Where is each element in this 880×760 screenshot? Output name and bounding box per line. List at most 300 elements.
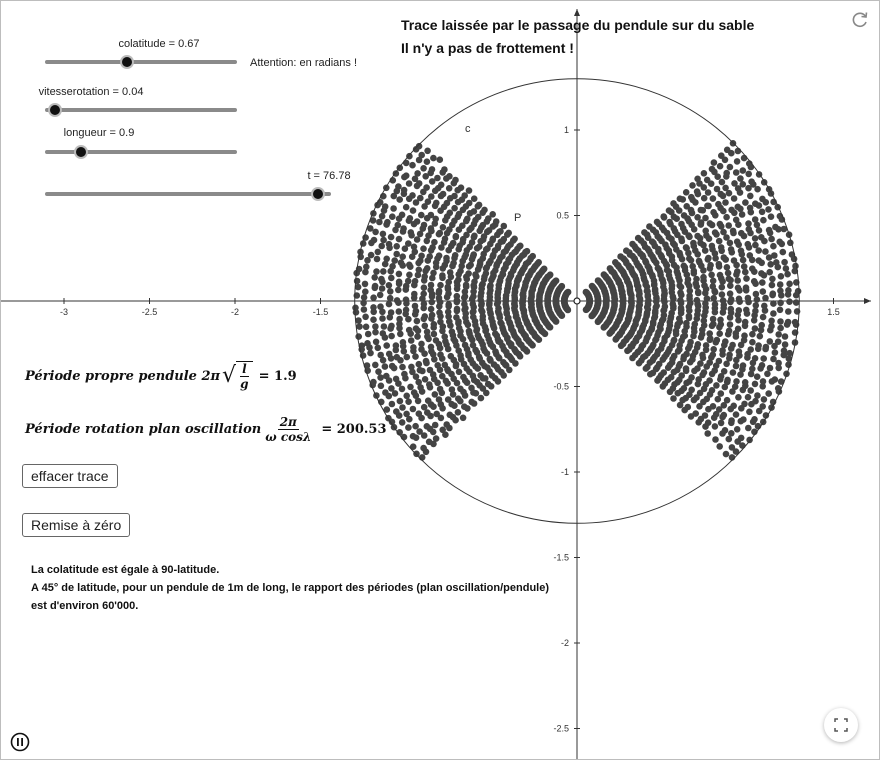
info-line-2: A 45° de latitude, pour un pendule de 1m de long, le rapport des périodes (plan oscillation/pendule)	[31, 582, 549, 594]
trace-dot	[403, 160, 410, 167]
trace-dot	[728, 430, 735, 437]
trace-dot	[475, 365, 482, 372]
trace-dot	[362, 288, 369, 295]
trace-dot	[736, 307, 743, 314]
trace-dot	[720, 229, 727, 236]
trace-dot	[777, 325, 784, 332]
trace-dot	[765, 206, 772, 213]
trace-dot	[792, 263, 799, 270]
trace-dot	[362, 281, 369, 288]
trace-dot	[740, 362, 747, 369]
trace-dot	[635, 235, 642, 242]
trace-dot	[760, 217, 767, 224]
trace-dot	[375, 368, 382, 375]
trace-dot	[769, 276, 776, 283]
trace-dot	[722, 338, 729, 345]
trace-dot	[387, 295, 394, 302]
trace-dot	[471, 195, 478, 202]
trace-dot	[710, 295, 717, 302]
trace-dot	[746, 226, 753, 233]
trace-dot	[772, 224, 779, 231]
trace-dot	[782, 341, 789, 348]
trace-dot	[415, 260, 422, 267]
effacer-trace-button[interactable]: effacer trace	[22, 464, 118, 488]
trace-dot	[430, 155, 437, 162]
trace-dot	[380, 237, 387, 244]
trace-dot	[734, 238, 741, 245]
y-axis-arrow	[574, 9, 580, 16]
trace-dot	[399, 253, 406, 260]
trace-dot	[759, 403, 766, 410]
trace-dot	[741, 263, 748, 270]
trace-dot	[753, 291, 760, 298]
trace-dot	[713, 382, 720, 389]
trace-dot	[705, 189, 712, 196]
trace-dot	[377, 292, 384, 299]
slider-vitesserotation-track[interactable]	[45, 108, 237, 112]
trace-dot	[422, 376, 429, 383]
trace-dot	[395, 299, 402, 306]
trace-dot	[428, 306, 435, 313]
trace-dot	[712, 301, 719, 308]
y-tick-label: -1	[560, 467, 569, 477]
trace-dot	[373, 339, 380, 346]
trace-dot	[386, 282, 393, 289]
trace-dot	[752, 216, 759, 223]
trace-dot	[717, 272, 724, 279]
trace-dot	[718, 152, 725, 159]
trace-dot	[700, 274, 707, 281]
info-line-3: est d'environ 60'000.	[31, 600, 139, 612]
trace-dot	[738, 435, 745, 442]
trace-dot	[688, 387, 695, 394]
trace-dot	[629, 241, 636, 248]
info-line-1: La colatitude est égale à 90-latitude.	[31, 564, 220, 576]
trace-dot	[726, 352, 733, 359]
trace-dot	[387, 268, 394, 275]
trace-dot	[408, 232, 415, 239]
trace-dot	[454, 286, 461, 293]
trace-dot	[706, 330, 713, 337]
trace-dot	[454, 380, 461, 387]
trace-dot	[683, 203, 690, 210]
trace-dot	[454, 308, 461, 315]
trace-dot	[421, 277, 428, 284]
trace-dot	[734, 268, 741, 275]
trace-dot	[714, 337, 721, 344]
trace-dot	[410, 406, 417, 413]
trace-dot	[752, 200, 759, 207]
trace-dot	[414, 318, 421, 325]
trace-dot	[421, 432, 428, 439]
trace-dot	[762, 295, 769, 302]
formula-periode-rotation-value: = 200.53	[321, 422, 387, 437]
trace-dot	[379, 279, 386, 286]
trace-dot	[694, 233, 701, 240]
trace-dot	[429, 178, 436, 185]
trace-dot	[728, 207, 735, 214]
trace-dot	[745, 394, 752, 401]
trace-dot	[396, 308, 403, 315]
trace-dot	[414, 236, 421, 243]
trace-dot	[392, 227, 399, 234]
trace-dot	[383, 221, 390, 228]
trace-dot	[382, 363, 389, 370]
trace-dot	[595, 277, 602, 284]
trace-dot	[755, 342, 762, 349]
trace-dot	[736, 296, 743, 303]
trace-dot	[406, 196, 413, 203]
trace-dot	[711, 159, 718, 166]
trace-dot	[733, 363, 740, 370]
sqrt-symbol: √ $\frac{l}{g}$	[222, 361, 253, 391]
trace-dot	[413, 199, 420, 206]
title-line-1: Trace laissée par le passage du pendule sur du sable	[401, 17, 755, 33]
formula-periode-rotation-text: Période rotation plan oscillation	[25, 422, 262, 437]
trace-dot	[601, 271, 608, 278]
slider-colatitude-track[interactable]	[45, 60, 237, 64]
trace-dot	[728, 246, 735, 253]
trace-dot	[414, 333, 421, 340]
trace-dot	[451, 205, 458, 212]
remise-a-zero-button[interactable]: Remise à zéro	[22, 513, 130, 537]
circle-label: c	[465, 123, 471, 135]
trace-dot	[706, 377, 713, 384]
trace-dot	[374, 256, 381, 263]
trace-dot	[765, 390, 772, 397]
trace-dot	[420, 189, 427, 196]
trace-dot	[759, 279, 766, 286]
trace-dot	[677, 195, 684, 202]
y-tick-label: -2.5	[553, 723, 569, 734]
trace-dot	[768, 318, 775, 325]
trace-dot	[702, 412, 709, 419]
trace-dot	[429, 299, 436, 306]
slider-longueur-handle[interactable]	[74, 145, 88, 159]
trace-dot	[772, 349, 779, 356]
trace-dot	[417, 231, 424, 238]
trace-dot	[758, 322, 765, 329]
trace-dot	[449, 263, 456, 270]
trace-dot	[747, 193, 754, 200]
trace-dot	[419, 388, 426, 395]
trace-dot	[420, 165, 427, 172]
trace-dot	[439, 355, 446, 362]
trace-dot	[403, 286, 410, 293]
trace-dot	[718, 420, 725, 427]
trace-dot	[393, 251, 400, 258]
y-tick-label: -1.5	[553, 552, 569, 563]
slider-vitesserotation-handle[interactable]	[48, 103, 62, 117]
trace-dot	[425, 257, 432, 264]
trace-dot	[727, 321, 734, 328]
trace-dot	[399, 364, 406, 371]
trace-dot	[410, 207, 417, 214]
trace-dot	[784, 271, 791, 278]
trace-dot	[727, 164, 734, 171]
trace-dot	[453, 363, 460, 370]
trace-dot	[392, 390, 399, 397]
trace-dot	[389, 213, 396, 220]
trace-dot	[381, 207, 388, 214]
trace-dot	[712, 423, 719, 430]
trace-dot	[370, 294, 377, 301]
trace-dot	[742, 319, 749, 326]
trace-dot	[749, 331, 756, 338]
trace-dot	[381, 323, 388, 330]
trace-dot	[741, 401, 748, 408]
trace-dot	[745, 425, 752, 432]
trace-dot	[382, 261, 389, 268]
trace-dot	[719, 291, 726, 298]
trace-dot	[447, 322, 454, 329]
trace-dot	[683, 244, 690, 251]
slider-colatitude-handle[interactable]	[120, 55, 134, 69]
y-tick-label: 0.5	[556, 210, 569, 221]
trace-dot	[666, 219, 673, 226]
trace-dot	[464, 405, 471, 412]
trace-dot	[777, 307, 784, 314]
trace-dot	[736, 348, 743, 355]
trace-dot	[709, 243, 716, 250]
trace-dot	[747, 387, 754, 394]
trace-dot	[735, 204, 742, 211]
trace-dot	[370, 316, 377, 323]
trace-dot	[396, 196, 403, 203]
trace-dot	[751, 278, 758, 285]
trace-dot	[559, 312, 566, 319]
trace-dot	[437, 156, 444, 163]
trace-dot	[418, 415, 425, 422]
trace-dot	[428, 315, 435, 322]
trace-dot	[717, 163, 724, 170]
trace-dot	[741, 332, 748, 339]
trace-dot	[372, 285, 379, 292]
trace-dot	[742, 379, 749, 386]
trace-dot	[512, 360, 519, 367]
trace-dot	[451, 402, 458, 409]
trace-dot	[767, 338, 774, 345]
trace-dot	[529, 342, 536, 349]
trace-dot	[438, 193, 445, 200]
trace-dot	[399, 419, 406, 426]
trace-dot	[410, 348, 417, 355]
trace-dot	[719, 179, 726, 186]
trace-dot	[752, 325, 759, 332]
trace-dot	[412, 353, 419, 360]
trace-dot	[731, 257, 738, 264]
trace-dot	[380, 231, 387, 238]
info-text	[31, 561, 549, 615]
trace-dot	[382, 334, 389, 341]
trace-dot	[379, 285, 386, 292]
trace-dot	[666, 207, 673, 214]
trace-dot	[547, 324, 554, 331]
trace-dot	[465, 322, 472, 329]
trace-dot	[454, 187, 461, 194]
trace-dot	[401, 174, 408, 181]
trace-dot	[710, 316, 717, 323]
trace-dot	[724, 377, 731, 384]
trace-dot	[769, 282, 776, 289]
slider-t-handle[interactable]	[311, 187, 325, 201]
trace-dot	[710, 195, 717, 202]
trace-dot	[704, 295, 711, 302]
trace-dot	[583, 289, 590, 296]
trace-dot	[464, 276, 471, 283]
trace-dot	[739, 211, 746, 218]
trace-dot	[733, 217, 740, 224]
trace-dot	[412, 423, 419, 430]
trace-dot	[443, 175, 450, 182]
trace-dot	[712, 229, 719, 236]
trace-dot	[431, 356, 438, 363]
trace-dot	[403, 393, 410, 400]
trace-dot	[697, 360, 704, 367]
trace-dot	[746, 409, 753, 416]
trace-dot	[778, 273, 785, 280]
trace-dot	[739, 442, 746, 449]
trace-dot	[457, 398, 464, 405]
trace-dot	[722, 199, 729, 206]
trace-dot	[437, 282, 444, 289]
trace-dot	[745, 220, 752, 227]
trace-dot	[406, 272, 413, 279]
trace-dot	[368, 240, 375, 247]
trace-dot	[378, 383, 385, 390]
trace-dot	[607, 265, 614, 272]
trace-dot	[773, 259, 780, 266]
x-tick-label: -2.5	[141, 307, 158, 317]
trace-dot	[694, 297, 701, 304]
trace-dot	[437, 345, 444, 352]
trace-dot	[677, 289, 684, 296]
trace-dot	[726, 276, 733, 283]
trace-dot	[387, 325, 394, 332]
trace-dot	[709, 387, 716, 394]
trace-dot	[723, 170, 730, 177]
refresh-icon[interactable]	[850, 10, 870, 30]
trace-dot	[365, 331, 372, 338]
trace-dot	[710, 278, 717, 285]
trace-dot	[445, 247, 452, 254]
fullscreen-button[interactable]	[824, 708, 858, 742]
trace-dot	[752, 308, 759, 315]
trace-dot	[393, 347, 400, 354]
trace-dot	[379, 315, 386, 322]
pause-icon[interactable]	[10, 732, 30, 752]
trace-dot	[722, 427, 729, 434]
trace-dot	[430, 403, 437, 410]
trace-dot	[422, 268, 429, 275]
formula-periode-rotation	[25, 415, 387, 444]
trace-dot	[723, 214, 730, 221]
trace-dot	[565, 307, 572, 314]
trace-dot	[742, 269, 749, 276]
trace-dot	[690, 240, 697, 247]
trace-dot	[724, 397, 731, 404]
trace-dot	[372, 323, 379, 330]
trace-dot	[710, 352, 717, 359]
trace-dot	[386, 301, 393, 308]
trace-dot	[747, 252, 754, 259]
trace-dot	[387, 314, 394, 321]
y-tick-label: -2	[560, 638, 569, 648]
trace-dot	[455, 409, 462, 416]
trace-dot	[391, 257, 398, 264]
trace-dot	[379, 309, 386, 316]
trace-dot	[757, 333, 764, 340]
trace-dot	[745, 171, 752, 178]
trace-dot	[438, 415, 445, 422]
trace-dot	[422, 173, 429, 180]
trace-dot	[386, 393, 393, 400]
trace-dot	[440, 224, 447, 231]
trace-dot	[766, 227, 773, 234]
trace-dot	[524, 348, 531, 355]
trace-dot	[367, 350, 374, 357]
trace-dot	[763, 344, 770, 351]
trace-dot	[464, 379, 471, 386]
trace-dot	[705, 255, 712, 262]
trace-dot	[747, 205, 754, 212]
slider-t-track[interactable]	[45, 192, 331, 196]
trace-dot	[704, 203, 711, 210]
trace-dot	[770, 300, 777, 307]
trace-dot	[775, 331, 782, 338]
formula-periode-propre-text: Période propre pendule 2π	[25, 368, 221, 384]
trace-dot	[681, 212, 688, 219]
trace-dot	[364, 257, 371, 264]
trace-dot	[380, 268, 387, 275]
trace-dot	[785, 319, 792, 326]
trace-dot	[759, 196, 766, 203]
trace-dot	[777, 281, 784, 288]
trace-dot	[363, 324, 370, 331]
trace-dot	[725, 270, 732, 277]
trace-dot	[687, 339, 694, 346]
trace-dot	[708, 272, 715, 279]
trace-dot	[735, 285, 742, 292]
trace-dot	[452, 417, 459, 424]
trace-dot	[383, 342, 390, 349]
trace-dot	[749, 265, 756, 272]
trace-dot	[716, 330, 723, 337]
trace-dot	[439, 169, 446, 176]
trace-dot	[424, 158, 431, 165]
trace-dot	[433, 264, 440, 271]
trace-dot	[377, 374, 384, 381]
trace-dot	[451, 180, 458, 187]
trace-dot	[432, 391, 439, 398]
trace-dot	[701, 369, 708, 376]
title-line-2: Il n'y a pas de frottement !	[401, 40, 574, 56]
trace-dot	[756, 257, 763, 264]
trace-dot	[406, 217, 413, 224]
trace-dot	[775, 360, 782, 367]
trace-dot	[776, 239, 783, 246]
trace-dot	[473, 390, 480, 397]
trace-dot	[689, 182, 696, 189]
trace-dot	[760, 314, 767, 321]
trace-dot	[786, 281, 793, 288]
trace-dot	[421, 284, 428, 291]
trace-dot	[372, 329, 379, 336]
trace-dot	[768, 213, 775, 220]
trace-dot	[694, 176, 701, 183]
trace-dot	[752, 235, 759, 242]
trace-dot	[781, 347, 788, 354]
